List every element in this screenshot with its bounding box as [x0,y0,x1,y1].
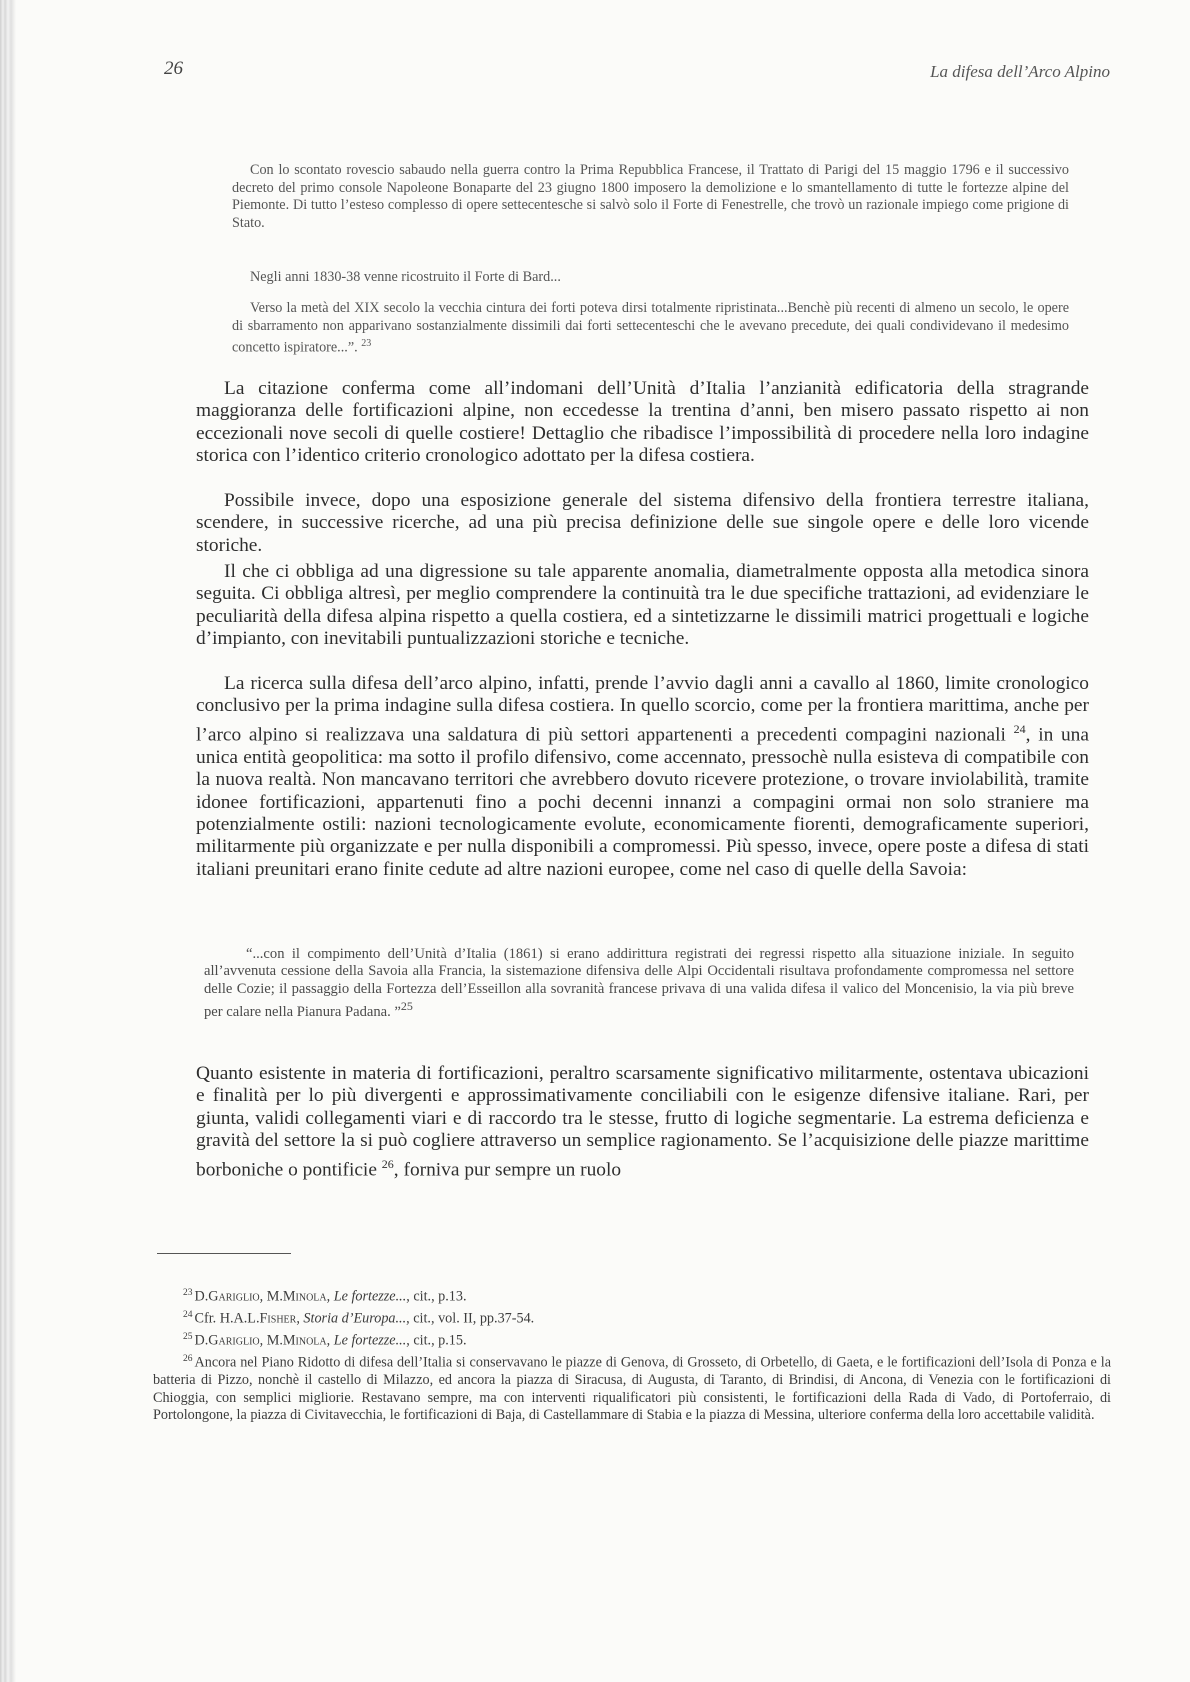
quote-paragraph-2: Negli anni 1830-38 venne ricostruito il Forte di Bard... [250,269,561,285]
quote-savoia-text: “...con il compimento dell’Unità d’Italia (1861) si erano addirittura registrati dei regressi rispetto alla situazione iniziale. In seguito all’avvenuta cessione della Savoia alla Francia, la sistemazione difensiva delle Alpi Occidentali risultava profondamente compromessa nel settore delle Cozie; il passaggio della Fortezza dell’Esseillon alla sovranità francese privava di una valida difesa il valico del Moncenisio, la via più breve per calare nella Pianura Padana. ” [204,946,1074,1021]
quote-paragraph-3 [232,300,1069,357]
body-paragraph-5a: Quanto esistente in materia di fortificazioni, peraltro scarsamente significativo militarmente, ostentava ubicazioni e finalità per lo più divergenti e approssimativamente conciliabili con le esigenze difensive italiane. Rari, per giunta, validi collegamenti viari e di raccordo tra le stesse, frutto di logiche segmentarie. La estrema deficienza e gravità del settore la si può cogliere attraverso un semplice ragionamento. Se l’acquisizione delle piazze marittime borboniche o pontificie [196,1063,1089,1181]
body-paragraph-1: La citazione conferma come all’indomani dell’Unità d’Italia l’anzianità edificatoria della stragrande maggioranza delle fortificazioni alpine, non eccedesse la trentina d’anni, ben misero passato rispetto ai non eccezionali nove secoli di quelle costiere! Dettaglio che ribadisce l’impossibilità di procedere nella loro indagine storica con l’identico criterio cronologico adottato per la difesa costiera. [196,378,1089,467]
quote-savoia [204,946,1074,1021]
book-binding-edge [0,0,16,1682]
body-paragraph-3: Il che ci obbliga ad una digressione su tale apparente anomalia, diametralmente opposta alla metodica sinora seguita. Ci obbliga altresì, per meglio comprendere la continuità tra le due specifiche trattazioni, ad evidenziare le peculiarità della difesa alpina rispetto a quella costiera, ed a sintetizzarne le dissimili matrici progettuali e logiche d’impianto, con inevitabili puntualizzazioni storiche e tecniche. [196,561,1089,650]
footnote-ref-24: 24 [1013,721,1026,736]
body-paragraph-2: Possibile invece, dopo una esposizione generale del sistema difensivo della frontiera terrestre italiana, scendere, in successive ricerche, ad una più precisa definizione delle sue singole opere e delle loro vicende storiche. [196,490,1089,556]
footnote-23: $^{23}$ D.Gariglio, M.Minola, Le fortezze..., cit., p.13. [183,1288,467,1305]
body-paragraph-5 [196,1063,1089,1182]
page-number: 26 [164,58,183,79]
footnote-25: $^{25}$ D.Gariglio, M.Minola, Le fortezze..., cit., p.15. [183,1332,467,1349]
footnote-ref-23: 23 [361,338,372,349]
footnote-24: $^{24}$ Cfr. H.A.L.Fisher, Storia d’Europa..., cit., vol. II, pp.37-54. [183,1310,535,1327]
running-title: La difesa dell’Arco Alpino [930,62,1110,81]
body-paragraph-5b: , forniva pur sempre un ruolo [393,1159,622,1181]
footnote-26: $^{26}$ Ancora nel Piano Ridotto di difesa dell’Italia si conservavano le piazze di Genova, di Grosseto, di Orbetello, di Gaeta, e le fortificazioni dell’Isola di Ponza e la batteria di Pizzo, nonchè il castello di Milazzo, ed ancora la piazza di Siracusa, di Augusta, di Taranto, di Brindisi, di Ancona, di Venezia con le fortificazioni di Chioggia, con semplici migliorie. Restavano sempre, ma con interventi riqualificatori più consistenti, le fortificazioni della Rada di Vado, di Portoferraio, di Portolongone, la piazza di Civitavecchia, le fortificazioni di Baja, di Castellammare di Stabia e la piazza di Messina, ulteriore conferma della loro accettabile validità. [153,1354,1111,1424]
body-paragraph-4a: La ricerca sulla difesa dell’arco alpino, infatti, prende l’avvio dagli anni a cavallo al 1860, limite cronologico conclusivo per la prima indagine sulla difesa costiera. In quello scorcio, come per la frontiera marittima, anche per l’arco alpino si realizzava una saldatura di più settori appartenenti a precedenti compagini nazionali [196,673,1089,746]
body-paragraph-4b: , in una unica entità geopolitica: ma sotto il profilo difensivo, come accennato, pressochè nulla esisteva di compatibile con la nuova realtà. Non mancavano territori che avrebbero dovuto ricevere protezione, o trovare inviolabilità, tramite idonee fortificazioni, appartenuti fino a pochi decenni innanzi a compagini ormai non solo straniere ma potenzialmente ostili: nazioni tecnologicamente evolute, economicamente fiorenti, demograficamente superiori, militarmente più organizzate e per nulla disponibili a compromessi. Più spesso, invece, opere poste a difesa di stati italiani preunitari erano finite cedute ad altre nazioni europee, come nel caso di quelle della Savoia: [196,724,1089,880]
footnote-ref-25: 25 [400,999,413,1014]
quote-paragraph-1: Con lo scontato rovescio sabaudo nella guerra contro la Prima Repubblica Francese, il Trattato di Parigi del 15 maggio 1796 e il successivo decreto del primo console Napoleone Bonaparte del 23 giugno 1800 imposero la demolizione e lo smantellamento di tutte le fortezze alpine del Piemonte. Di tutto l’esteso complesso di opere settecentesche si salvò solo il Forte di Fenestrelle, che trovò un razionale impiego come prigione di Stato. [232,162,1069,231]
footnote-separator [157,1253,291,1254]
quote-paragraph-3-text: Verso la metà del XIX secolo la vecchia cintura dei forti poteva dirsi totalmente ripristinata...Benchè più recenti di almeno un secolo, le opere di sbarramento non apparivano sostanzialmente dissimili dai forti settecenteschi che le avevano precedute, dei quali condividevano il medesimo concetto ispiratore...”. [232,300,1069,356]
footnote-ref-26: 26 [381,1156,394,1171]
body-paragraph-4 [196,673,1089,881]
